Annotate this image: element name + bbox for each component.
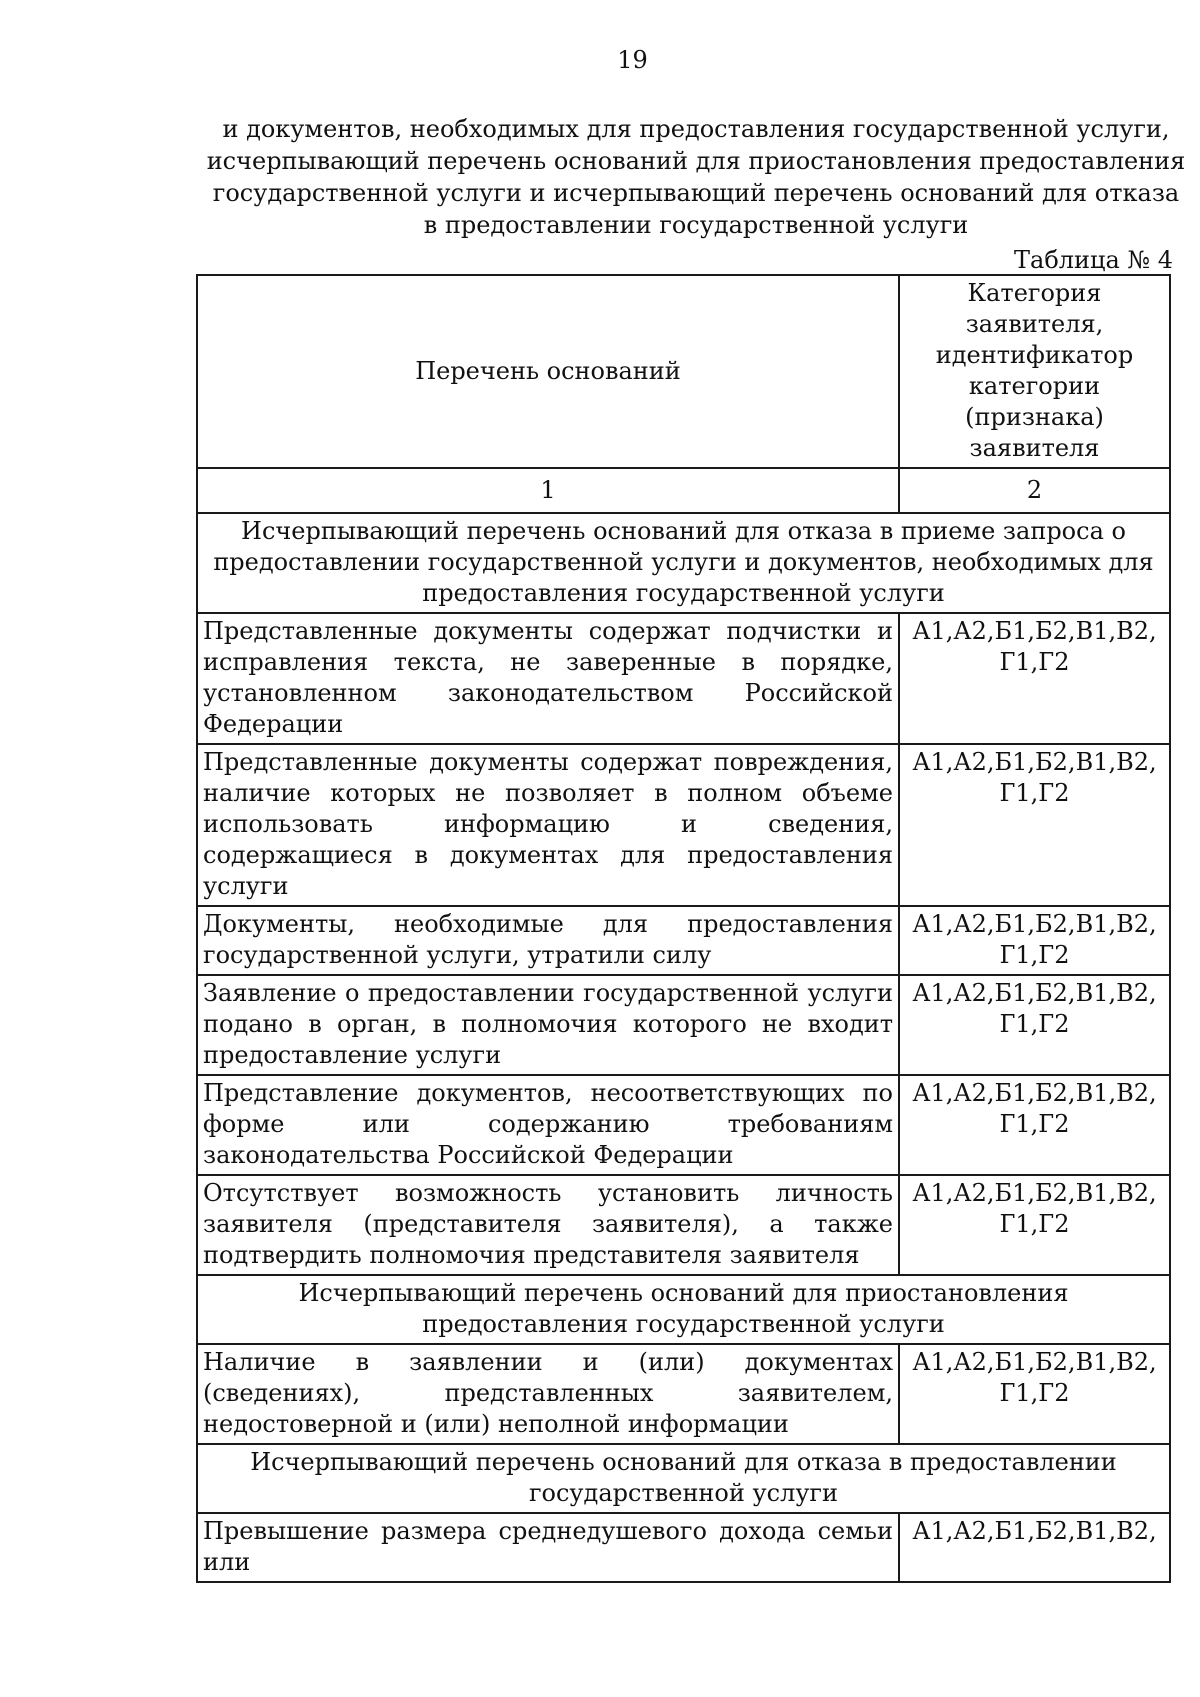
category-line: А1,А2,Б1,Б2,В1,В2, [912,1517,1157,1545]
header-line: Категория заявителя, [965,279,1104,338]
category-line: А1,А2,Б1,Б2,В1,В2, [912,748,1157,776]
category-line: А1,А2,Б1,Б2,В1,В2, [912,1079,1157,1107]
column-number: 1 [197,468,899,513]
document-heading [196,113,1196,241]
table-row [197,1344,1170,1444]
reason-cell: Отсутствует возможность установить личность заявителя (представителя заявителя), а также подтвердить полномочия представителя заявителя [197,1175,899,1275]
table-row [197,1175,1170,1275]
category-line: Г1,Г2 [999,1210,1070,1238]
table-row [197,1513,1170,1582]
table-row [197,975,1170,1075]
heading-line: и документов, необходимых для предоставления государственной услуги, [222,115,1170,143]
category-line: Г1,Г2 [999,648,1070,676]
category-cell [899,744,1170,906]
column-number-row [197,468,1170,513]
header-line: заявителя [969,434,1100,462]
heading-line: в предоставлении государственной услуги [423,211,969,239]
reason-cell: Документы, необходимые для предоставления государственной услуги, утратили силу [197,906,899,975]
category-cell [899,1344,1170,1444]
category-line: Г1,Г2 [999,1379,1070,1407]
grounds-table [196,274,1171,1583]
table-row [197,613,1170,744]
table-header-row [197,275,1170,468]
reason-cell: Представление документов, несоответствующих по форме или содержанию требованиям законодательства Российской Федерации [197,1075,899,1175]
category-cell [899,1513,1170,1582]
reason-cell: Заявление о предоставлении государственной услуги подано в орган, в полномочия которого не входит предоставление услуги [197,975,899,1075]
category-line: А1,А2,Б1,Б2,В1,В2, [912,910,1157,938]
category-line: А1,А2,Б1,Б2,В1,В2, [912,1348,1157,1376]
reason-cell: Представленные документы содержат повреждения, наличие которых не позволяет в полном объеме использовать информацию и сведения, содержащиеся в документах для предоставления услуги [197,744,899,906]
category-line: Г1,Г2 [999,1110,1070,1138]
table-label: Таблица № 4 [1014,246,1173,274]
category-line: Г1,Г2 [999,1010,1070,1038]
category-line: А1,А2,Б1,Б2,В1,В2, [912,1179,1157,1207]
heading-line: государственной услуги и исчерпывающий перечень оснований для отказа [212,179,1180,207]
category-cell [899,975,1170,1075]
category-cell [899,613,1170,744]
header-grounds-list: Перечень оснований [197,275,899,468]
reason-cell: Превышение размера среднедушевого дохода семьи или [197,1513,899,1582]
reason-cell: Представленные документы содержат подчистки и исправления текста, не заверенные в порядке, установленном законодательством Российской Федерации [197,613,899,744]
section-row [197,513,1170,613]
table-row [197,744,1170,906]
section-title: Исчерпывающий перечень оснований для отказа в приеме запроса о предоставлении государственной услуги и документов, необходимых для предоставления государственной услуги [197,513,1170,613]
header-line: идентификатор [935,341,1134,369]
section-row [197,1444,1170,1513]
header-line: категории (признака) [965,372,1104,431]
category-cell [899,906,1170,975]
category-line: А1,А2,Б1,Б2,В1,В2, [912,979,1157,1007]
table-row [197,1075,1170,1175]
category-cell [899,1175,1170,1275]
table-row [197,906,1170,975]
category-line: А1,А2,Б1,Б2,В1,В2, [912,617,1157,645]
section-row [197,1275,1170,1344]
header-applicant-category [899,275,1170,468]
heading-line: исчерпывающий перечень оснований для приостановления предоставления [206,147,1186,175]
reason-cell: Наличие в заявлении и (или) документах (сведениях), представленных заявителем, недостоверной и (или) неполной информации [197,1344,899,1444]
section-title: Исчерпывающий перечень оснований для отказа в предоставлении государственной услуги [197,1444,1170,1513]
section-title: Исчерпывающий перечень оснований для приостановления предоставления государственной услуги [197,1275,1170,1344]
column-number: 2 [899,468,1170,513]
page-number: 19 [617,46,648,74]
category-line: Г1,Г2 [999,779,1070,807]
category-line: Г1,Г2 [999,941,1070,969]
category-cell [899,1075,1170,1175]
